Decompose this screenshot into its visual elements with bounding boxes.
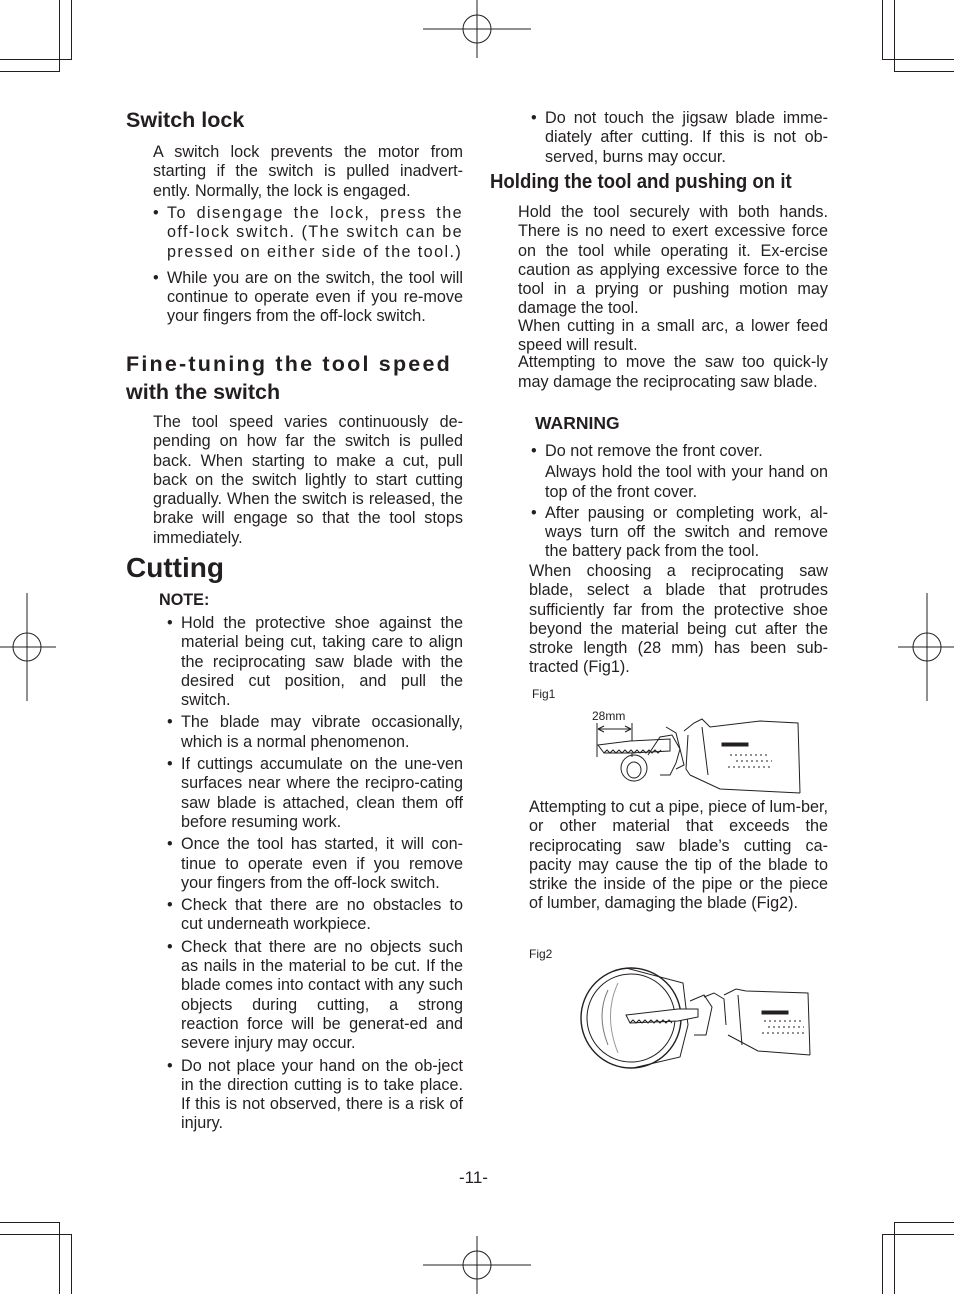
list-item: • Do not touch the jigsaw blade imme-diately after cutting. If this is not ob-served, burns may occur. <box>531 109 828 167</box>
note-label: NOTE: <box>159 591 210 609</box>
list-item: • While you are on the switch, the tool will continue to operate even if you re-move your fingers from the off-lock switch. <box>153 269 463 327</box>
list-item: • Do not remove the front cover. <box>531 442 828 461</box>
section-heading-fine-tuning <box>126 350 466 406</box>
warning-bullet1-continuation <box>531 463 828 502</box>
list-item: • Do not place your hand on the ob-ject in the direction cutting is to take place. If this is not observed, there is a risk of injury. <box>167 1057 463 1134</box>
fig1-dimension-label: 28mm <box>592 709 626 723</box>
fine-tuning-body: The tool speed varies continuously de-pending on how far the switch is pulled back. When starting to make a cut, pull back on the switch lightly to start cutting gradually. When the switch is released, the brake will engage so that the tool stops immediately. <box>153 413 463 547</box>
pipe-paragraph: Attempting to cut a pipe, piece of lum-ber, or other material that exceeds the reciprocating saw blade’s cutting ca-pacity may cause the tip of the blade to strike the inside of the pipe or the piece of lumber, damaging the blade (Fig2). <box>529 798 828 913</box>
list-item: • After pausing or completing work, al-ways turn off the switch and remove the battery pack from the tool. <box>531 504 828 562</box>
fig1-label: Fig1 <box>532 687 556 701</box>
list-item: • Hold the protective shoe against the material being cut, taking care to align the reciprocating saw blade with the desired cut position, and pull the switch. <box>167 614 463 710</box>
holding-paragraph-3: Attempting to move the saw too quick-ly may damage the reciprocating saw blade. <box>518 353 828 391</box>
section-heading-holding: Holding the tool and pushing on it <box>490 171 792 193</box>
fine-tuning-heading-line1: Fine-tuning the tool speed <box>126 352 452 376</box>
choose-blade-paragraph: When choosing a reciprocating saw blade, select a blade that protrudes sufficiently far from the protective shoe beyond the material being cut after the stroke length (28 mm) has been sub-tracted (Fig1). <box>529 562 828 677</box>
holding-body <box>518 203 828 392</box>
list-item: • Once the tool has started, it will con-tinue to operate even if you remove your fingers from the off-lock switch. <box>167 835 463 893</box>
holding-paragraph-1: Hold the tool securely with both hands. There is no need to exert excessive force on the tool while operating it. Ex-ercise caution as applying excessive force to the tool in a prying or pushing motion may damage the tool. <box>518 203 828 318</box>
list-item: • The blade may vibrate occasionally, which is a normal phenomenon. <box>167 713 463 752</box>
page-number: -11- <box>459 1168 488 1187</box>
fig1-illustration <box>590 705 805 795</box>
list-item: • Check that there are no objects such as nails in the material to be cut. If the blade comes into contact with any such objects during cutting, a strong reaction force will be generat-ed and severe injury may occur. <box>167 938 463 1054</box>
list-item: • To disengage the lock, press the off-lock switch. (The switch can be pressed on either side of the tool.) <box>153 204 463 262</box>
cutting-note-bullets <box>167 614 463 1137</box>
jigsaw-blade-bullet <box>531 109 828 170</box>
warning-label: WARNING <box>535 413 620 433</box>
fig2-illustration <box>578 965 813 1075</box>
holding-paragraph-2: When cutting in a small arc, a lower feed speed will result. <box>518 316 828 355</box>
warning-bullets <box>531 442 828 565</box>
switch-lock-bullets <box>153 204 463 330</box>
switch-lock-intro: A switch lock prevents the motor from starting if the switch is pulled inadvert-ently. Normally, the lock is engaged. <box>153 143 463 200</box>
list-item: • If cuttings accumulate on the une-ven surfaces near where the recipro-cating saw blade is attached, clean them off before resuming work. <box>167 755 463 832</box>
list-item: • Check that there are no obstacles to cut underneath workpiece. <box>167 896 463 935</box>
fine-tuning-heading-line2: with the switch <box>126 380 281 404</box>
fig2-label: Fig2 <box>529 947 553 961</box>
section-heading-switch-lock: Switch lock <box>126 108 245 132</box>
warning-bullet1-continuation-text: Always hold the tool with your hand on top of the front cover. <box>545 463 828 501</box>
section-heading-cutting: Cutting <box>126 552 224 583</box>
